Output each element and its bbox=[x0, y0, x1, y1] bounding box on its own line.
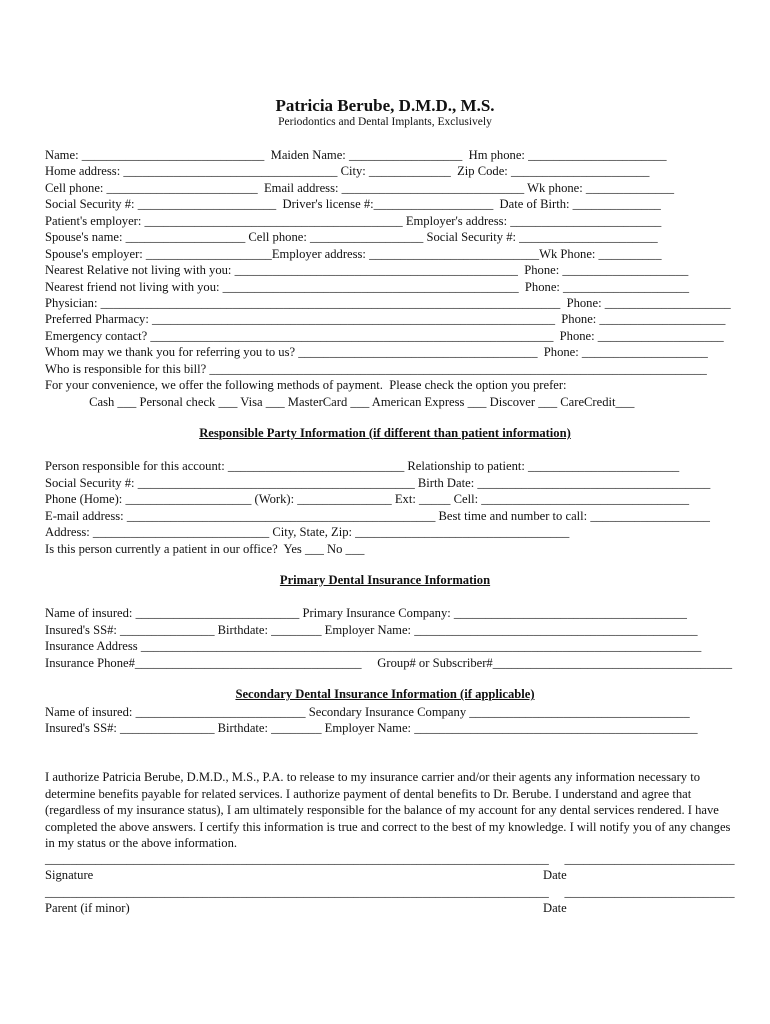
responsible-ssn-line[interactable]: Social Security #: ____________________________________________ Birth Date: _____________________________________ bbox=[45, 476, 711, 490]
practice-subtitle: Periodontics and Dental Implants, Exclusively bbox=[278, 116, 492, 128]
responsible-party-heading: Responsible Party Information (if different than patient information) bbox=[199, 426, 571, 440]
primary-insurance-address-line[interactable]: Insurance Address _________________________________________________________________________________________ bbox=[45, 639, 702, 653]
emergency-contact-line[interactable]: Emergency contact? ________________________________________________________________ Phone: ____________________ bbox=[45, 329, 724, 343]
primary-insured-ssn-line[interactable]: Insured's SS#: _______________ Birthdate: ________ Employer Name: _____________________________________________ bbox=[45, 623, 698, 637]
social-security-line[interactable]: Social Security #: ______________________ Driver's license #:___________________ Date of Birth: ______________ bbox=[45, 197, 661, 211]
secondary-insured-name-line[interactable]: Name of insured: ___________________________ Secondary Insurance Company ___________________________________ bbox=[45, 705, 690, 719]
date-label: Date bbox=[543, 868, 567, 882]
nearest-friend-line[interactable]: Nearest friend not living with you: _______________________________________________ Phone: ____________________ bbox=[45, 280, 689, 294]
preferred-pharmacy-line[interactable]: Preferred Pharmacy: ________________________________________________________________ Phone: ____________________ bbox=[45, 312, 726, 326]
person-responsible-line[interactable]: Person responsible for this account: ____________________________ Relationship to patient: ________________________ bbox=[45, 459, 680, 473]
patient-name-line[interactable]: Name: _____________________________ Maiden Name: __________________ Hm phone: ______________________ bbox=[45, 148, 667, 162]
payment-options-line[interactable]: Cash ___ Personal check ___ Visa ___ MasterCard ___ American Express ___ Discover ___ CareCredit___ bbox=[45, 395, 635, 409]
spouse-employer-line[interactable]: Spouse's employer: ____________________Employer address: ___________________________Wk Phone: __________ bbox=[45, 247, 662, 261]
parent-signature-line[interactable]: ________________________________________________________________________________ ___________________________ bbox=[45, 885, 735, 899]
primary-insured-name-line[interactable]: Name of insured: __________________________ Primary Insurance Company: _____________________________________ bbox=[45, 606, 687, 620]
primary-insurance-phone-line[interactable]: Insurance Phone#____________________________________ Group# or Subscriber#______________________________________ bbox=[45, 656, 733, 670]
responsible-bill-line[interactable]: Who is responsible for this bill? _______________________________________________________________________________ bbox=[45, 362, 707, 376]
primary-insurance-heading: Primary Dental Insurance Information bbox=[279, 573, 491, 587]
home-address-line[interactable]: Home address: __________________________________ City: _____________ Zip Code: ______________________ bbox=[45, 164, 650, 178]
referral-line[interactable]: Whom may we thank you for referring you to us? ______________________________________ Phone: ____________________ bbox=[45, 345, 708, 359]
payment-methods-intro: For your convenience, we offer the following methods of payment. Please check the option you prefer: bbox=[45, 378, 567, 392]
parent-label: Parent (if minor) bbox=[45, 901, 130, 915]
secondary-insured-ssn-line[interactable]: Insured's SS#: _______________ Birthdate: ________ Employer Name: _____________________________________________ bbox=[45, 721, 698, 735]
nearest-relative-line[interactable]: Nearest Relative not living with you: _____________________________________________ Phone: ____________________ bbox=[45, 263, 689, 277]
responsible-phone-line[interactable]: Phone (Home): ____________________ (Work): _______________ Ext: _____ Cell: _________________________________ bbox=[45, 492, 690, 506]
responsible-email-line[interactable]: E-mail address: _________________________________________________ Best time and number to call: ___________________ bbox=[45, 509, 710, 523]
responsible-address-line[interactable]: Address: ____________________________ City, State, Zip: __________________________________ bbox=[45, 525, 570, 539]
authorization-paragraph: I authorize Patricia Berube, D.M.D., M.S., P.A. to release to my insurance carrier and/or their agents any information necessary to determine benefits payable for related services. I authorize payment of dental benefits to Dr. Berube. I understand and agree that (regardless of my insurance status), I am ultimately responsible for the balance of my account for any dental services rendered. I have completed the above answers. I certify this information is true and correct to the best of my knowledge. I will notify you of any changes in my status or the above information. bbox=[45, 770, 731, 850]
parent-date-label: Date bbox=[543, 901, 567, 915]
physician-line[interactable]: Physician: _________________________________________________________________________ Phone: ____________________ bbox=[45, 296, 731, 310]
current-patient-line[interactable]: Is this person currently a patient in our office? Yes ___ No ___ bbox=[45, 542, 365, 556]
patient-employer-line[interactable]: Patient's employer: _________________________________________ Employer's address: ________________________ bbox=[45, 214, 662, 228]
signature-line[interactable]: ________________________________________________________________________________ ___________________________ bbox=[45, 852, 735, 866]
secondary-insurance-heading: Secondary Dental Insurance Information (if applicable) bbox=[235, 687, 535, 701]
signature-label: Signature bbox=[45, 868, 94, 882]
page-title: Patricia Berube, D.M.D., M.S. bbox=[275, 96, 495, 115]
spouse-name-line[interactable]: Spouse's name: ___________________ Cell phone: __________________ Social Security #: ______________________ bbox=[45, 230, 658, 244]
cell-phone-line[interactable]: Cell phone: ________________________ Email address: _____________________________ Wk phone: ______________ bbox=[45, 181, 675, 195]
